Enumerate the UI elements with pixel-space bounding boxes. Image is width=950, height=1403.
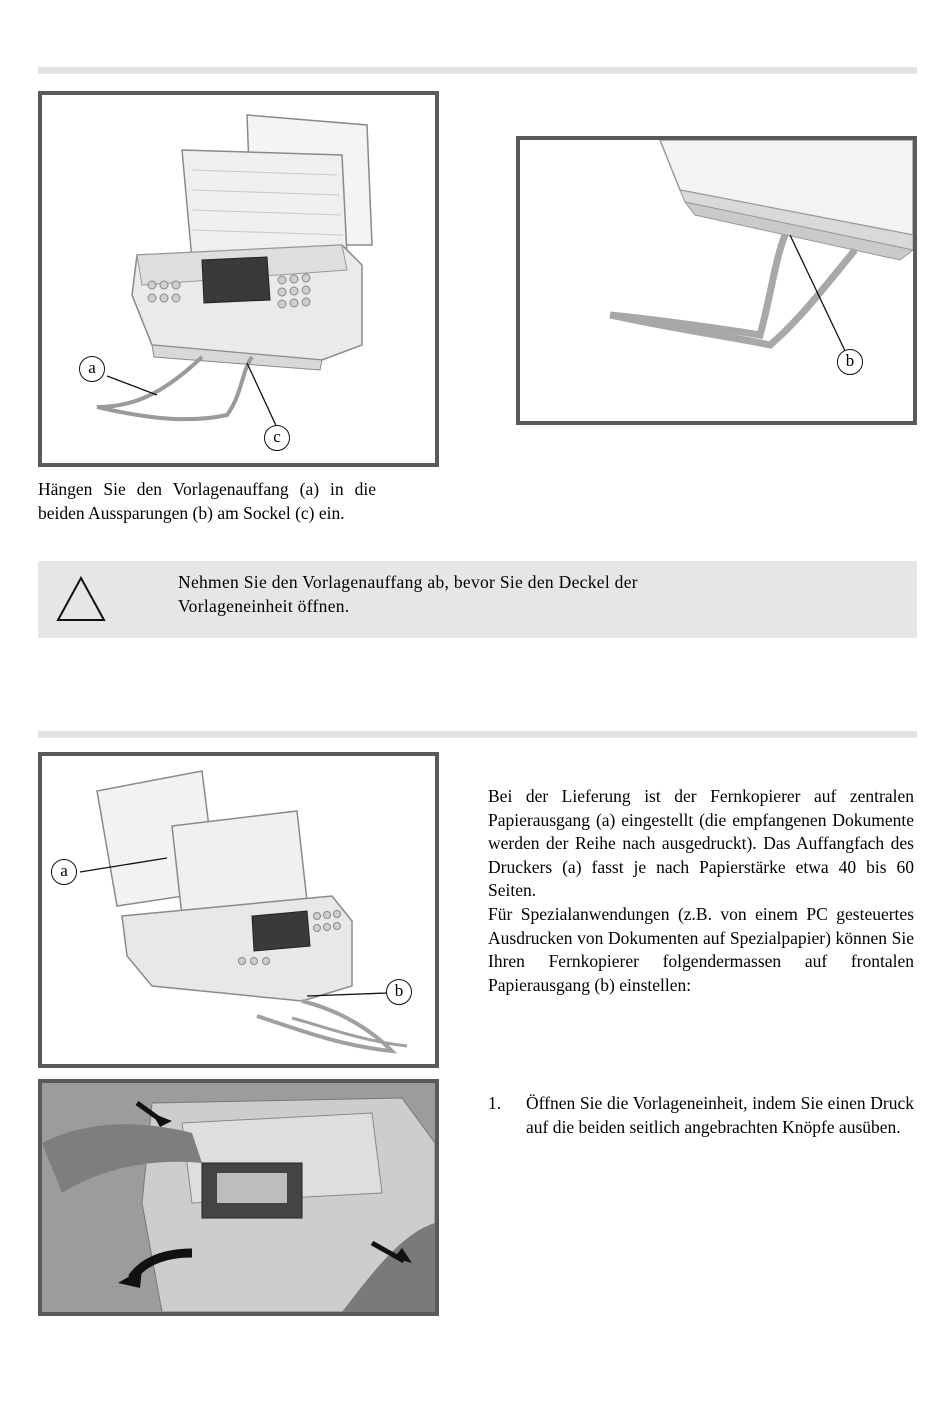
- fax-illustration-1: [42, 95, 435, 463]
- callout-c: c: [264, 425, 290, 451]
- figure-slots-detail: [516, 136, 917, 425]
- section-divider-top: [38, 67, 917, 74]
- open-unit-photo: [42, 1083, 435, 1312]
- callout-a-output: a: [51, 859, 77, 885]
- callout-b: b: [837, 349, 863, 375]
- callout-b-output: b: [386, 979, 412, 1005]
- figure-open-unit: [38, 1079, 439, 1316]
- paragraph-delivery-setting: Bei der Lieferung ist der Fernkopierer auf zentralen Papierausgang (a) eingestellt (die empfangenen Dokumente werden der Reihe nach ausgedruckt). Das Auffangfach des Druckers (a) fasst je nach Papierstärke etwa 40 bis 60 Seiten.: [488, 786, 914, 900]
- step-1-text: Öffnen Sie die Vorlageneinheit, indem Sie einen Druck auf die beiden seitlich angebrachten Knöpfe ausüben.: [526, 1093, 914, 1137]
- warning-triangle-icon: [55, 575, 107, 623]
- warning-text: Nehmen Sie den Vorlagenauffang ab, bevor Sie den Deckel der Vorlageneinheit öffnen.: [178, 572, 638, 616]
- slots-detail-illustration: [520, 140, 913, 421]
- section-divider-middle: [38, 731, 917, 738]
- warning-box: [38, 561, 917, 638]
- callout-a: a: [79, 356, 105, 382]
- paragraph-special-use: Für Spezialanwendungen (z.B. von einem PC gesteuertes Ausdrucken von Dokumenten auf Spezialpapier) können Sie Ihren Fernkopierer folgendermassen auf frontalen Papierausgang (b) einstellen:: [488, 904, 914, 995]
- figure-paper-outputs: [38, 752, 439, 1068]
- step-1-number: 1.: [488, 1093, 502, 1113]
- fax-illustration-2: [42, 756, 435, 1064]
- figure-fax-document-catcher: [38, 91, 439, 467]
- caption-attach-catcher: Hängen Sie den Vorlagenauffang (a) in die beiden Aussparungen (b) am Sockel (c) ein.: [38, 479, 376, 523]
